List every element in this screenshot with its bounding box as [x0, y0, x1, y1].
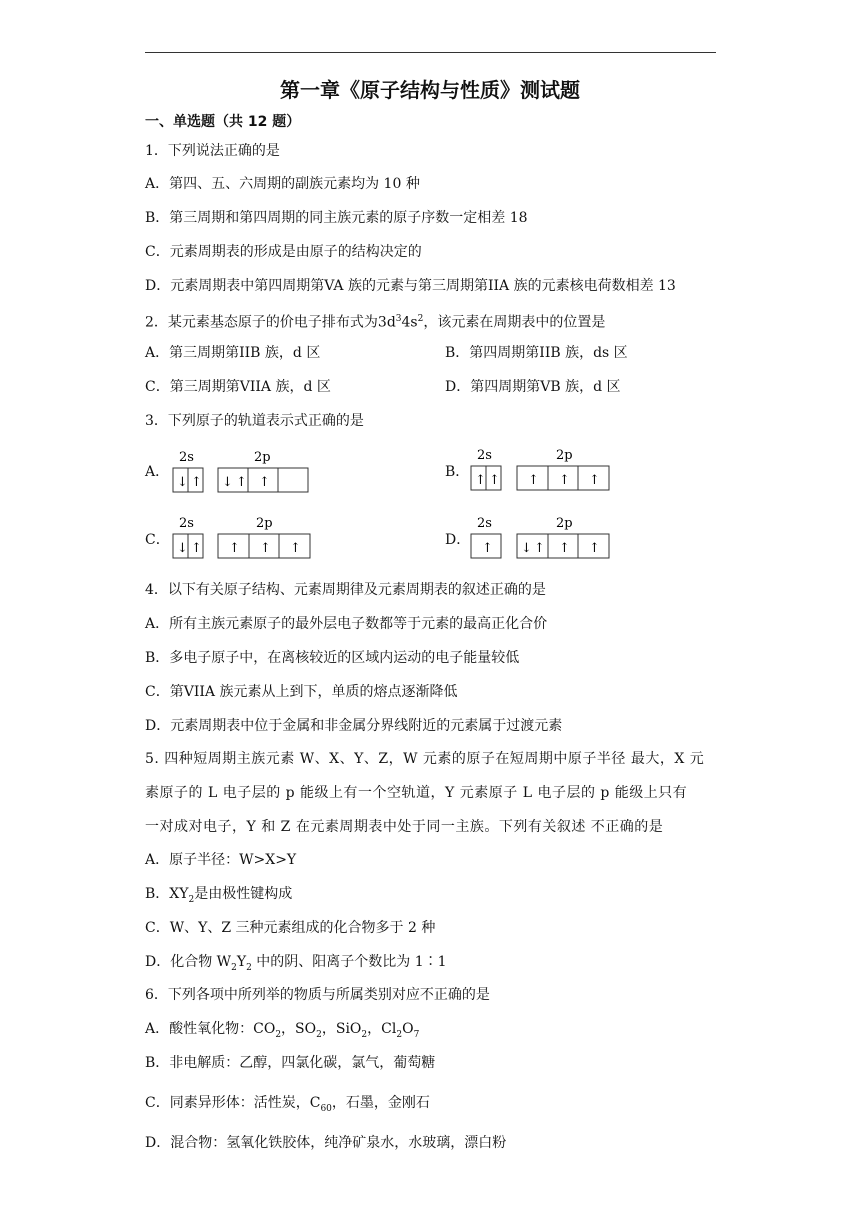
label-2p: 2p: [556, 516, 573, 531]
q3-option-d-orbital-diagram: [468, 512, 618, 560]
q5-option-a: A．原子半径：W>X>Y: [145, 852, 297, 868]
q6-option-c: C．同素异形体：活性炭，$C_{60}$，石墨，金刚石: [145, 1095, 430, 1114]
q4-option-d: D．元素周期表中位于金属和非金属分界线附近的元素属于过渡元素: [145, 718, 563, 734]
q3-option-a-orbital-diagram: [170, 446, 320, 494]
q6-option-a: A．酸性氧化物：$CO_2$，$SO_2$，SiO$_2$，$Cl_2O_7$: [145, 1021, 420, 1040]
q5-stem-line-3: 一对成对电子，Y 和 Z 在元素周期表中处于同一主族。下列有关叙述 不正确的是: [145, 819, 664, 835]
q3-stem: 3．下列原子的轨道表示式正确的是: [145, 413, 364, 429]
spin-up-icon: ↑: [290, 541, 301, 556]
q3-option-b-label: B．: [445, 464, 470, 480]
spin-down-icon: ↓: [177, 541, 188, 556]
spin-up-icon: ↑: [236, 475, 247, 490]
label-2p: 2p: [254, 450, 271, 465]
q2-option-a: A．第三周期第IIB 族，d 区: [145, 345, 321, 361]
q2-stem: 2．某元素基态原子的价电子排布式为$3d^34s^2$，该元素在周期表中的位置是: [145, 314, 606, 331]
q3-option-b-orbital-diagram: [468, 444, 618, 492]
label-2p: 2p: [256, 516, 273, 531]
label-2s: 2s: [179, 450, 194, 465]
spin-up-icon: ↑: [482, 541, 493, 556]
q5-stem-line-2: 素原子的 L 电子层的 p 能级上有一个空轨道，Y 元素原子 L 电子层的 p 能级上只有: [145, 785, 688, 801]
q1-option-a: A．第四、五、六周期的副族元素均为 10 种: [145, 176, 420, 192]
label-2s: 2s: [477, 448, 492, 463]
section-heading: 一、单选题（共 12 题）: [145, 114, 301, 130]
label-2p: 2p: [556, 448, 573, 463]
spin-up-icon: ↑: [259, 475, 270, 490]
spin-up-icon: ↑: [589, 473, 600, 488]
spin-up-icon: ↑: [260, 541, 271, 556]
spin-up-icon: ↑: [559, 541, 570, 556]
q6-stem: 6．下列各项中所列举的物质与所属类别对应不正确的是: [145, 987, 490, 1003]
q2-option-c: C．第三周期第VIIA 族，d 区: [145, 379, 331, 395]
q1-option-d: D．元素周期表中第四周期第VA 族的元素与第三周期第IIA 族的元素核电荷数相差 13: [145, 278, 676, 294]
q4-option-b: B．多电子原子中，在离核较近的区域内运动的电子能量较低: [145, 650, 520, 666]
spin-up-icon: ↑: [534, 541, 545, 556]
spin-up-icon: ↑: [489, 473, 500, 488]
q3-option-c-orbital-diagram: [170, 512, 320, 560]
spin-up-icon: ↑: [229, 541, 240, 556]
q1-stem: 1．下列说法正确的是: [145, 143, 280, 159]
q5-option-b: B．$XY_2$是由极性键构成: [145, 886, 293, 905]
page-title: 第一章《原子结构与性质》测试题: [280, 78, 580, 102]
q5-option-d: D．化合物 $W_2Y_2$ 中的阴、阳离子个数比为 1∶1: [145, 954, 447, 973]
q6-option-b: B．非电解质：乙醇，四氯化碳，氯气，葡萄糖: [145, 1055, 436, 1071]
label-2s: 2s: [477, 516, 492, 531]
header-rule: [145, 52, 716, 53]
spin-down-icon: ↓: [521, 541, 532, 556]
q1-option-c: C．元素周期表的形成是由原子的结构决定的: [145, 244, 422, 260]
q3-option-d-label: D．: [445, 532, 471, 548]
spin-down-icon: ↓: [177, 475, 188, 490]
q4-option-a: A．所有主族元素原子的最外层电子数都等于元素的最高正化合价: [145, 616, 548, 632]
spin-down-icon: ↓: [222, 475, 233, 490]
q4-option-c: C．第VIIA 族元素从上到下，单质的熔点逐渐降低: [145, 684, 458, 700]
spin-up-icon: ↑: [191, 541, 202, 556]
spin-up-icon: ↑: [475, 473, 486, 488]
spin-up-icon: ↑: [559, 473, 570, 488]
label-2s: 2s: [179, 516, 194, 531]
q2-option-b: B．第四周期第IIB 族，ds 区: [445, 345, 628, 361]
q5-option-c: C．W、Y、Z 三种元素组成的化合物多于 2 种: [145, 920, 436, 936]
q4-stem: 4．以下有关原子结构、元素周期律及元素周期表的叙述正确的是: [145, 582, 546, 598]
q6-option-d: D．混合物：氢氧化铁胶体，纯净矿泉水，水玻璃，漂白粉: [145, 1135, 507, 1151]
spin-up-icon: ↑: [191, 475, 202, 490]
q1-option-b: B．第三周期和第四周期的同主族元素的原子序数一定相差 18: [145, 210, 528, 226]
q3-option-c-label: C．: [145, 532, 170, 548]
q2-option-d: D．第四周期第VB 族，d 区: [445, 379, 621, 395]
spin-up-icon: ↑: [528, 473, 539, 488]
q3-option-a-label: A．: [145, 464, 170, 480]
spin-up-icon: ↑: [589, 541, 600, 556]
q5-stem-line-1: 5. 四种短周期主族元素 W、X、Y、Z，W 元素的原子在短周期中原子半径 最大，X 元: [145, 751, 705, 767]
